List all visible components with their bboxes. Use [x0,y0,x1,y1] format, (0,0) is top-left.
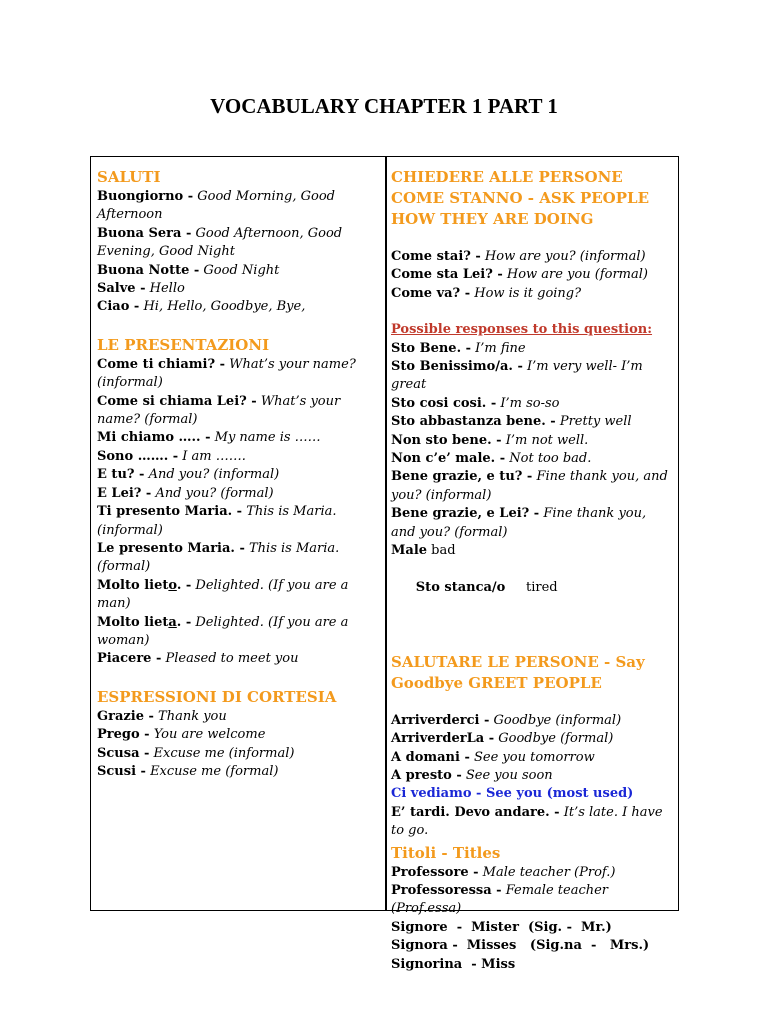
cortesia-list [97,708,382,782]
chiedere-list [391,248,673,303]
vocab-entry [97,466,382,484]
vocab-entry [97,485,382,503]
vocab-term: Come si chiama Lei? - [97,393,257,409]
page-title: VOCABULARY CHAPTER 1 PART 1 [210,94,558,118]
vocab-entry [97,429,382,447]
vocab-entry [97,393,382,430]
vocab-entry [97,356,382,393]
vocab-entry [391,767,673,785]
vocab-term: Ciao - [97,299,140,315]
responses-label: Possible responses to this question: [391,322,653,338]
section-heading-titoli: Titoli - Titles [391,843,501,862]
vocab-definition: See you soon [461,767,553,783]
vocab-entry: Signore - Mister (Sig. - Mr.) [391,919,612,935]
vocab-definition: How are you? (informal) [480,249,646,264]
vocab-entry: Molto lieta. - Delighted. (If you are a woman) [97,614,349,648]
vocab-definition: Good Night [199,262,280,278]
vocab-term: Mi chiamo ….. - [97,430,211,446]
vocab-definition: This is Maria. (informal) [97,504,337,538]
vocab-definition: How is it going? [470,285,582,301]
vocab-entry [391,413,673,431]
highlight-entry: Ci vediamo - See you (most used) [391,786,634,802]
vocab-entry [391,248,673,266]
vocab-term: Sto cosi cosi. - [391,395,497,411]
vocab-entry: Male bad [391,543,456,559]
titoli-list [391,864,673,919]
section-heading-chiedere: CHIEDERE ALLE PERSONE COME STANNO - ASK PEOPLE HOW THEY ARE DOING [391,168,650,228]
vocab-definition: Good Morning, Good Afternoon [97,189,335,223]
vocab-entry [391,358,673,395]
saluti-list [97,188,382,317]
vocab-term: Sto Bene. - [391,340,472,356]
vocab-definition: Good Afternoon, Good Evening, Good Night [97,225,343,260]
vocab-definition: My name is …… [210,430,321,446]
vocab-definition: What’s your name? (formal) [97,393,341,428]
vocab-entry [391,450,673,468]
vocab-entry [97,726,382,744]
vocab-entry: Signorina - Miss [391,956,516,972]
vocab-definition: Excuse me (informal) [149,745,295,761]
presentazioni-list [97,356,382,577]
vocab-term: Scusi - [97,763,146,779]
vocab-entry [391,432,673,450]
vocab-term: Sto abbastanza bene. - [391,414,556,430]
vocab-term: Come ti chiami? - [97,356,226,372]
vocab-entry: Signora - Misses (Sig.na - Mrs.) [391,938,650,954]
vocab-entry [97,225,382,262]
right-column [391,167,673,974]
vocab-term: Le presento Maria. - [97,540,245,556]
vocab-definition: Hi, Hello, Goodbye, Bye, [139,299,306,315]
vocab-entry [97,745,382,763]
vocab-definition: I’m very well- I’m great [391,359,643,393]
vocab-definition: This is Maria. (formal) [97,540,340,575]
vocab-definition: Goodbye (informal) [489,712,622,728]
vocab-entry [97,298,382,316]
section-heading-presentazioni: LE PRESENTAZIONI [97,335,270,354]
vocab-definition: Fine thank you, and you? (informal) [391,469,668,503]
vocab-definition: Pretty well [555,414,632,430]
vocab-term: Sto Benissimo/a. - [391,359,523,375]
vocab-entry [391,749,673,767]
vocab-term: Ti presento Maria. - [97,504,243,520]
vocab-entry [391,468,673,505]
vocab-entry [97,763,382,781]
vocab-definition: Female teacher (Prof.essa) [391,882,609,917]
vocab-term: A domani - [391,749,470,765]
vocab-definition: I’m so-so [496,395,560,411]
vocab-term: Sono ……. - [97,448,179,464]
vocab-entry: E’ tardi. Devo andare. - It’s late. I have to go. [391,804,663,839]
vocab-entry [97,708,382,726]
vocab-definition: And you? (informal) [144,467,280,483]
vocab-entry [97,280,382,298]
vocab-entry [391,395,673,413]
vocab-term: Buona Sera - [97,225,192,241]
vocab-term: Non c’e’ male. - [391,451,506,467]
vocab-definition: You are welcome [149,727,266,743]
vocab-entry [391,505,673,542]
vocab-entry [391,266,673,284]
vocab-definition: Thank you [153,708,227,724]
vocab-term: Scusa - [97,745,150,761]
vocab-entry [97,503,382,540]
vocab-entry [97,262,382,280]
vocab-term: Buongiorno - [97,189,194,204]
vocab-entry [97,188,382,225]
vocab-term: Non sto bene. - [391,432,502,448]
vocab-entry [391,730,673,748]
vocab-definition: And you? (formal) [151,485,274,501]
section-heading-saluti: SALUTI [97,168,161,186]
vocab-definition: I’m fine [471,340,526,356]
vocab-term: E tu? - [97,467,145,483]
vocab-definition: Male teacher (Prof.) [478,864,616,880]
vocab-entry [391,340,673,358]
vocab-term: E Lei? - [97,485,152,501]
vocab-entry: Molto lieto. - Delighted. (If you are a man) [97,577,349,612]
vocab-term: Professoressa - [391,882,502,898]
vocab-entry [97,448,382,466]
vocab-term: ArriverderLa - [391,731,495,747]
vocab-term: Bene grazie, e Lei? - [391,506,540,522]
vocab-entry [391,712,673,730]
vocab-definition: Not too bad. [505,451,592,467]
left-column [97,167,382,781]
vocab-definition: Excuse me (formal) [145,763,279,779]
vocab-definition: I am ……. [178,448,246,464]
vocab-term: Arriverderci - [391,712,490,728]
vocab-term: A presto - [391,767,462,783]
vocab-term: Grazie - [97,708,154,724]
vocab-entry [391,882,673,919]
vocab-definition: What’s your name? (informal) [97,356,356,391]
vocab-definition: Goodbye (formal) [494,731,614,747]
vocab-term: Bene grazie, e tu? - [391,469,533,485]
column-divider [385,157,387,910]
vocab-definition: Hello [145,281,185,297]
vocab-term: Come stai? - [391,249,481,264]
vocab-entry: Sto stanca/o tired [415,579,558,595]
vocab-term: Professore - [391,864,479,880]
vocabulary-table [90,156,679,972]
vocab-term: Prego - [97,727,150,743]
vocab-term: Come sta Lei? - [391,267,503,283]
section-heading-salutare: SALUTARE LE PERSONE - Say Goodbye GREET PEOPLE [391,652,645,692]
section-heading-cortesia: ESPRESSIONI DI CORTESIA [97,687,337,706]
vocab-definition: See you tomorrow [469,749,595,765]
vocab-term: Salve - [97,281,146,297]
vocab-entry [391,864,673,882]
vocab-entry [391,285,673,303]
vocab-definition: I’m not well. [501,432,589,448]
vocab-definition: How are you (formal) [502,267,648,283]
vocab-entry: Piacere - Pleased to meet you [97,651,299,667]
vocab-entry [97,540,382,577]
vocab-definition: Fine thank you, and you? (formal) [391,506,647,540]
titoli-plain-list [391,919,673,974]
responses-list [391,340,673,542]
vocab-term: Buona Notte - [97,262,200,278]
vocab-term: Come va? - [391,285,471,301]
salutare-list [391,712,673,786]
